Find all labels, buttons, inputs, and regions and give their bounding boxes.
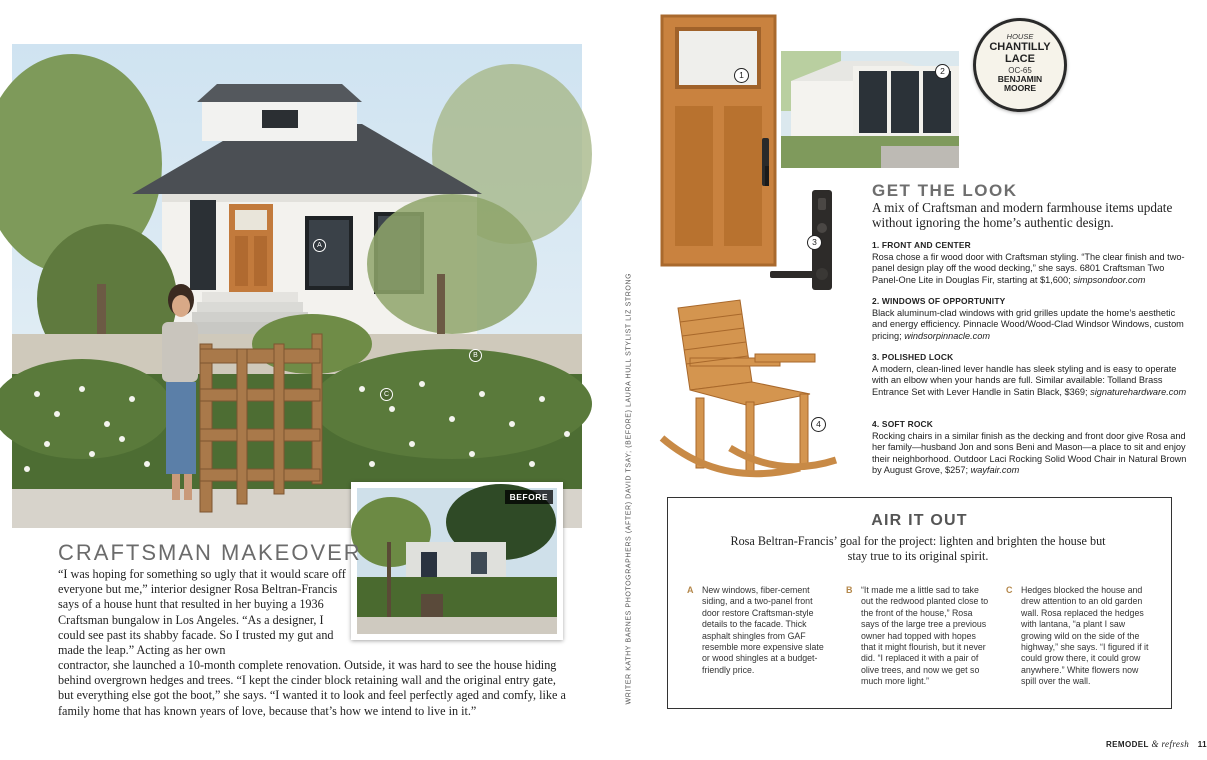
photo-number-2: 2 (935, 64, 950, 79)
gtl-item-4-title: 4. SOFT ROCK (872, 419, 934, 429)
photo-number-1: 1 (734, 68, 749, 83)
gtl-item-4-text: Rocking chairs in a similar finish as the decking and front door give Rosa and her family—husband Jon and sons Beni and Mason—a place to sit and enjoy their neighborhood. Outdoor Laci Rocking Solid Wood Chair in Natural Brown by August Grove, $257; (872, 430, 1187, 476)
swatch-brand-line2: MOORE (1003, 83, 1037, 93)
door-product-photo (662, 16, 775, 265)
article-title: CRAFTSMAN MAKEOVER (58, 540, 362, 565)
gtl-item-4 (872, 419, 1192, 477)
page-footer (1106, 739, 1207, 749)
footer-script: & refresh (1151, 739, 1190, 749)
wood-door-illustration (662, 16, 775, 265)
page-number: 11 (1197, 740, 1207, 749)
gtl-item-4-source: wayfair.com (970, 465, 1020, 476)
marker-c: C (380, 388, 393, 401)
gtl-item-2-source: windsorpinnacle.com (904, 330, 990, 341)
gtl-item-3 (872, 352, 1192, 398)
air-column-b-text: “It made me a little sad to take out the redwood planted close to the front of the house,” Rosa says of the large tree a previous owner had topped with hopes that it might flourish, but it never did. “I replaced it with a pair of olive trees, and now we get so much more light.” (861, 585, 989, 687)
hero-photo-house-exterior (12, 44, 582, 528)
air-it-out-heading: AIR IT OUT (871, 512, 968, 529)
before-label: BEFORE (505, 490, 553, 504)
air-column-a-letter: A (687, 585, 694, 595)
modern-windows-illustration (781, 51, 959, 168)
swatch-code: OC-65 (1008, 66, 1032, 75)
air-it-out-intro: Rosa Beltran-Francis’ goal for the project: lighten and brighten the house but stay true to its original spirit. (730, 534, 1106, 563)
air-column-c-text: Hedges blocked the house and drew attention to an old garden wall. Rosa replaced the hedges with lantana, “a plant I saw growing wild on the side of the highway,” she says. “I figured if it could grow there, it could grow anywhere.” White flowers now spill over the wall. (1021, 585, 1149, 687)
photo-number-3: 3 (807, 235, 822, 250)
gtl-item-1-source: simpsondoor.com (1073, 274, 1146, 285)
gtl-item-2-text: Black aluminum-clad windows with grid grilles update the home’s aesthetic and energy efficiency. Pinnacle Wood/Wood-Clad Windsor Windows, custom pricing; (872, 307, 1184, 341)
swatch-name-line1: CHANTILLY (989, 41, 1051, 53)
house-photo-illustration (12, 44, 582, 528)
air-column-c-letter: C (1006, 585, 1013, 595)
gtl-item-1-text: Rosa chose a fir wood door with Craftsman styling. “The clear finish and two-panel design play off the wood decking,” she says. 6801 Craftsman Two Panel-One Lite in Douglas Fir, starting at $1,600; (872, 251, 1185, 285)
air-column-a-text: New windows, fiber-cement siding, and a two-panel front door restore Craftsman-style details to the facade. Thick asphalt shingles from GAF resemble more expensive slate or wood shingles at a budget-friendly price. (702, 585, 824, 675)
air-column-b (846, 585, 991, 688)
footer-brand: REMODEL (1106, 740, 1149, 749)
gtl-item-2-title: 2. WINDOWS OF OPPORTUNITY (872, 296, 1006, 306)
swatch-label-top: HOUSE (1006, 32, 1034, 41)
paint-swatch-badge (973, 18, 1067, 112)
lever-lock-illustration (770, 190, 840, 290)
credits-text: WRITER KATHY BARNES PHOTOGRAPHERS (AFTER) DAVID TSAY; (BEFORE) LAURA HULL STYLIST LIZ STRONG (625, 272, 633, 705)
before-photo-illustration (351, 482, 563, 640)
swatch-brand-line1: BENJAMIN (997, 74, 1043, 84)
air-column-a (687, 585, 830, 676)
marker-b: B (469, 349, 482, 362)
get-the-look-intro: A mix of Craftsman and modern farmhouse items update without ignoring the home’s authentic design. (872, 200, 1173, 230)
lock-product-photo (770, 190, 840, 290)
gtl-item-2 (872, 296, 1192, 342)
swatch-name-line2: LACE (1005, 53, 1035, 65)
air-column-b-letter: B (846, 585, 853, 595)
gtl-item-1-title: 1. FRONT AND CENTER (872, 240, 971, 250)
gtl-item-1 (872, 240, 1192, 286)
windows-product-photo (781, 51, 959, 168)
rocking-chair-illustration (660, 298, 840, 488)
before-photo-inset (351, 482, 563, 640)
gtl-item-3-source: signaturehardware.com (1090, 386, 1187, 397)
air-column-c (1006, 585, 1155, 688)
gtl-item-3-text: A modern, clean-lined lever handle has sleek styling and is easy to operate with an elbow when your hands are full. Similar available: Tolland Brass Entrance Set with Lever Handle in Satin Black, $369; (872, 363, 1177, 397)
gtl-item-3-title: 3. POLISHED LOCK (872, 352, 954, 362)
rocking-chair-product-photo (660, 298, 840, 488)
photo-number-4: 4 (811, 417, 826, 432)
photo-credits (622, 272, 636, 708)
marker-a: A (313, 239, 326, 252)
story-paragraph-part1: “I was hoping for something so ugly that it would scare off everyone but me,” interior designer Rosa Beltran-Francis says of a house hunt that resulted in her buying a 1936 Craftsman bungalow in Los Angeles. “As a designer, I could see past its shabby facade. So I trusted my gut and made the leap.” Acting as her own (58, 567, 346, 658)
air-it-out-box (667, 497, 1172, 709)
get-the-look-heading: GET THE LOOK (872, 181, 1018, 200)
story-paragraph-part2: contractor, she launched a 10-month complete renovation. Outside, it was hard to see the house hiding behind overgrown hedges and trees. “I kept the cinder block retaining wall and the original entry gate, but everything else got the boot,” she says. “I wanted it to look and feel perfectly aged and comfy, like a family home that has known years of love, because that’s how we intend to live in it.” (58, 658, 566, 718)
